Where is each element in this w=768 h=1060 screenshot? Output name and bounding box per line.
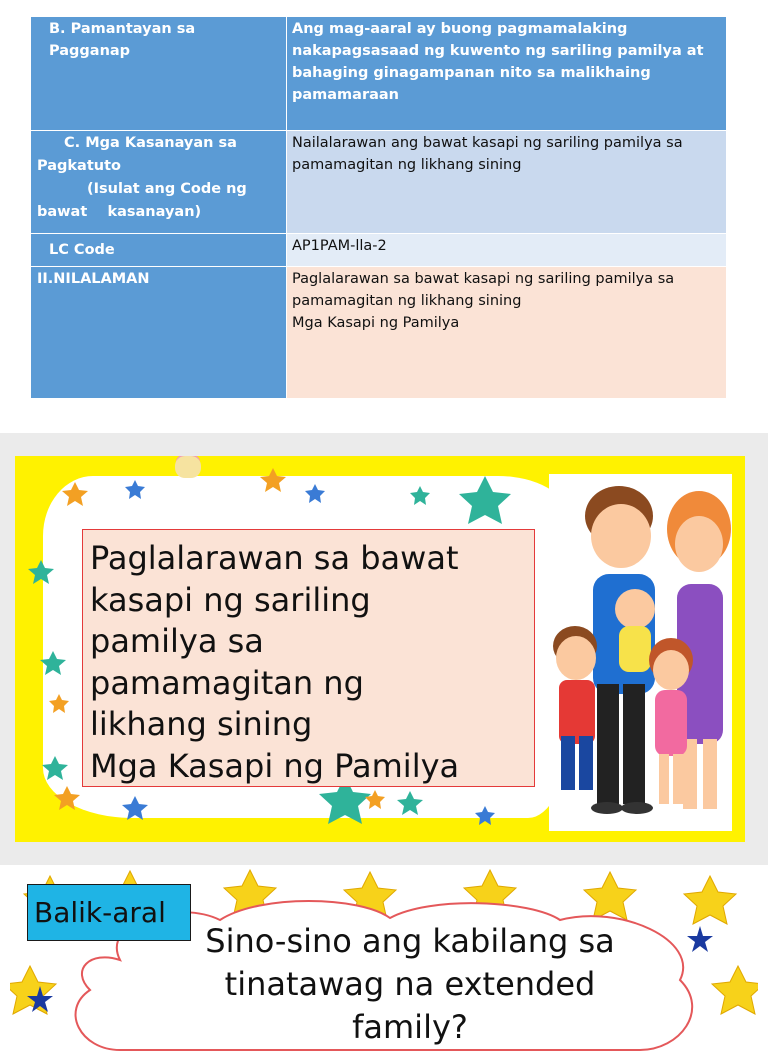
- row-label-cell: [31, 267, 287, 399]
- row-value: Nailalarawan ang bawat kasapi ng sariling pamilya sa pamamagitan ng likhang sining: [292, 135, 683, 173]
- topic-text: Paglalarawan sa bawat kasapi ng sariling pamilya sa pamamagitan ng likhang sining Mga Kasapi ng Pamilya: [90, 539, 460, 785]
- row-label: (Isulat ang Code ng: [87, 181, 247, 197]
- row-label: II.NILALAMAN: [37, 271, 150, 287]
- row-label: bawat kasanayan): [37, 204, 202, 220]
- row-label: LC Code: [49, 242, 115, 258]
- row-value: Ang mag-aaral ay buong pagmamalaking nakapagsasaad ng kuwento ng sariling pamilya at bahaging ginagampanan nito sa malikhaing pamamaraan: [292, 21, 704, 103]
- lesson-plan-table: [30, 16, 727, 399]
- review-badge: [27, 884, 191, 941]
- row-value-cell: [287, 17, 727, 131]
- row-label-cell: [31, 17, 287, 131]
- row-value: AP1PAM-lla-2: [292, 238, 387, 254]
- review-badge-label: Balik-aral: [34, 896, 166, 929]
- row-value-cell: [287, 234, 727, 267]
- row-label-cell: [31, 234, 287, 267]
- table-row: [31, 17, 727, 131]
- row-value-cell: [287, 131, 727, 234]
- row-value: Paglalarawan sa bawat kasapi ng sariling pamilya sa pamamagitan ng likhang sining Mga Kasapi ng Pamilya: [292, 271, 675, 331]
- review-question: Sino-sino ang kabilang sa tinatawag na extended family?: [205, 922, 615, 1046]
- baby-figure-icon: [615, 589, 655, 672]
- row-label: B. Pamantayan sa Pagganap: [49, 21, 196, 59]
- row-label-cell: [31, 131, 287, 234]
- topic-text-box: [82, 529, 535, 787]
- row-label: Pagkatuto: [37, 158, 121, 174]
- table-row: [31, 234, 727, 267]
- table-row: [31, 131, 727, 234]
- table-row: [31, 267, 727, 399]
- boy-figure-icon: [553, 626, 597, 790]
- row-label: C. Mga Kasanayan sa: [64, 135, 237, 151]
- family-image-icon: [549, 474, 732, 831]
- family-illustration: [549, 474, 732, 831]
- row-value-cell: [287, 267, 727, 399]
